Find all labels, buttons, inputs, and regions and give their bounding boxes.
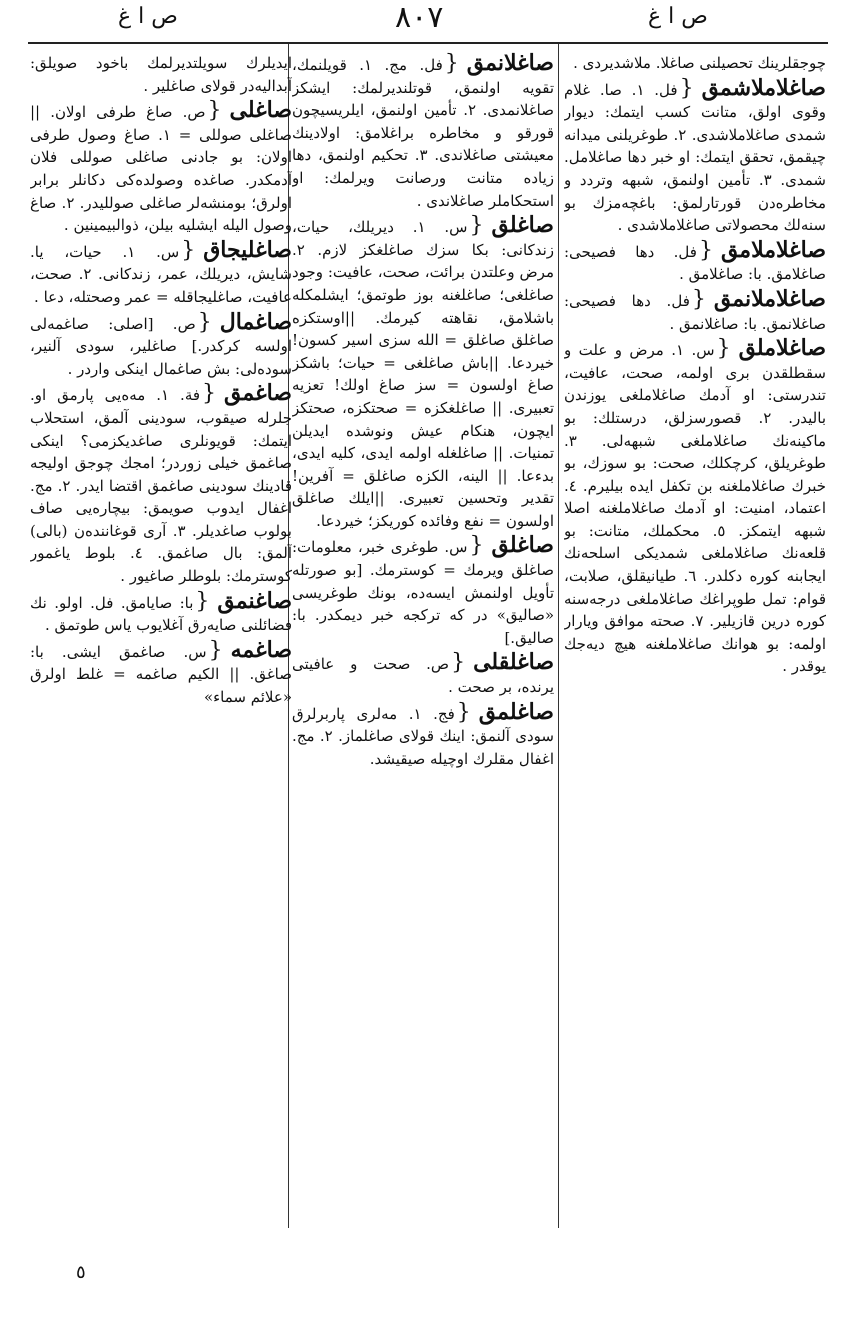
dictionary-entry — [292, 52, 554, 212]
dictionary-entry — [564, 337, 826, 678]
dictionary-entry — [564, 285, 826, 335]
page-header — [0, 0, 850, 40]
entry-definition: فة. ١. مه‌ه‌يى پارمق او. جلرله صيقوب، سودينى آلمق، استحلاب ايتمك: قويونلرى صاغديكزمى؟ اينكى صاغمق خيلى زوردر؛ امجك چوجق اوليجه قادينك سودينى صاغمق اقتضا ايدر. ٢. مج. اغفال ايدوب صويمق: بيچاره‌يى صاف بولوب صاغديلر. ٣. آرى قوغاننده‌ن (بالى) آلمق: بال صاغمق. ٤. بلوط ياغمور كوسترمك: بلوطلر صاغيور . — [30, 386, 292, 586]
brace-icon: { — [197, 309, 212, 335]
brace-icon: { — [195, 588, 210, 614]
dictionary-entry — [30, 587, 292, 637]
entry-definition: ص. [اصلى: صاغمه‌لى اولسه كركدر.] صاغلير، سودى آلنير، سوده‌لى: بش صاغمال اينكى واردر . — [30, 314, 292, 378]
dictionary-entry — [30, 236, 292, 309]
entry-headword: صاغمق — [224, 380, 292, 407]
brace-icon: { — [444, 52, 459, 76]
brace-icon: { — [691, 286, 706, 312]
brace-icon: { — [698, 237, 713, 263]
running-head-left: ص ا غ — [118, 4, 178, 29]
entry-headword: صاغليجاق — [203, 236, 292, 263]
entry-headword: صاغلاملامق — [720, 236, 826, 263]
entry-headword: صاغلقلى — [473, 649, 554, 676]
entry-headword: صاغمال — [219, 308, 292, 335]
signature-mark: ٥ — [76, 1262, 86, 1283]
entry-headword: صاغلى — [229, 97, 292, 124]
dictionary-entry — [30, 382, 292, 587]
brace-icon: { — [202, 381, 217, 407]
entry-definition: چوجقلرينك تحصيلنى صاغلا. ملاشديردى . — [573, 54, 826, 72]
brace-icon: { — [181, 237, 196, 263]
entry-headword: صاغلاملانمق — [713, 285, 826, 312]
entry-headword: صاغلق — [491, 212, 554, 239]
dictionary-entry — [292, 698, 554, 771]
entry-definition: ص. صحت و عافيتى يرنده، بر صحت . — [292, 655, 554, 697]
entry-definition: س. ١. ديريلك، حيات، زندكانى: بكا سزك صاغلغكز لازم. ٢. مرض وعلتدن برائت، صحت، عافيت: وجود صاغلغى؛ صاغلغنه بوز طوتمق؛ ايشلمكله باشلامق، نقاهته كيرمك. ||اوستكزه صاغلق صاغلق = الله سزى اسير كسون! خيردعا. ||باش صاغلغى = حيات؛ باشكز صاغ اولسون = سز صاغ اولك! تعزيه تعبيرى. || صاغلغكزه = صحتكزه، صحتكز ايچون، هنكام عيش ونوشده ايديلن تمنيات. || صاغلغله اولمه ايدى، كليه ايدى، بدءعا. || الينه، الكزه صاغلق = آفرين! تقدير وتحسين تعبيرى. ||ايلك صاغلق اولسون = نفع وفائده كوريكز؛ خيردعا. — [292, 218, 554, 530]
entry-definition: فل. ١. صا. غلام وقوى اولق، متانت كسب ايتمك: ديوار شمدى صاغلاملاشدى. ٢. طوغريلنى ميدانه چيقمق، تحقق ايتمك: او خبر دها صاغلامل. شمدى. ٣. تأمين اولنمق، شبهه وتردد و مخاطره‌دن قورتارلمق: باغچه‌مزك بو سنه‌لك محصولاتى صاغلاملاشدى . — [564, 80, 826, 235]
dictionary-entry — [292, 214, 554, 532]
page-number: ٨٠٧ — [395, 0, 444, 35]
brace-icon: { — [207, 98, 222, 124]
column-left — [30, 52, 292, 1232]
entry-definition: س. ١. حيات، يا. شايش، ديريلك، عمر، زندكانى. ٢. صحت، عافيت، صاغليجاقله = عمر وصحتله، دعا . — [30, 242, 292, 306]
dictionary-entry — [30, 99, 292, 237]
brace-icon: { — [208, 637, 223, 663]
entry-headword: صاغلانمق — [466, 52, 554, 76]
entry-definition: ص. صاغ طرفى اولان. ||صاغلى صوللى = ١. صاغ وصول طرفى اولان: بو جادنى صاغلى صوللى فلان آدمكدر. صاغده وصولده‌كى دكانلر برابر اولرق؛ بومنشه‌لر صاغلى صولليدر. ٢. صاغ وصول اليله ايشليه بيلن، ذوالبيمينين . — [30, 103, 292, 235]
entry-definition: س. طوغرى خبر، معلومات: صاغلق ويرمك = كوسترمك. [بو صورتله تأويل اولنمش ايسه‌ده، بونك طوغريسى «صاليق» در كه تركجه خبر ديمكدر. با: صاليق.] — [292, 538, 554, 647]
entry-headword: صاغمه — [230, 636, 292, 663]
header-rule — [28, 42, 828, 44]
entry-headword: صاغلق — [491, 532, 554, 559]
brace-icon: { — [456, 699, 471, 725]
brace-icon: { — [469, 213, 484, 239]
dictionary-entry — [30, 636, 292, 709]
entry-definition: فج. ١. مه‌لرى پاربرلرق سودى آلنمق: اينك قولاى صاغلماز. ٢. مج. اغفال مقلرك اوچيله صيقيشد. — [292, 704, 554, 768]
column-divider-right — [558, 44, 559, 1228]
entry-headword: صاغلمق — [478, 698, 554, 725]
dictionary-entry — [30, 52, 292, 97]
brace-icon: { — [679, 75, 694, 101]
column-right — [564, 52, 826, 1232]
brace-icon: { — [469, 533, 484, 559]
entry-definition: س. صاغمق ايشى. با: صاغق. || الكيم صاغمه = غلط اولرق «علائم سماء» — [30, 642, 292, 707]
dictionary-entry — [564, 236, 826, 286]
entry-headword: صاغلاملق — [738, 335, 826, 362]
dictionary-entry — [292, 534, 554, 649]
column-middle — [292, 52, 554, 1232]
entry-headword: صاغنمق — [217, 587, 292, 614]
dictionary-entry — [30, 308, 292, 381]
entry-definition: فل. دها فصيحى: صاغلانمق. با: صاغلانمق . — [564, 291, 826, 333]
entry-definition: س. ١. مرض و علت و سقطلقدن برى اولمه، صحت، عافيت، تندرستى: او آدمك صاغلاملغى يوزندن باليدر. ٢. قصورسزلق، درستلك: بو ماكينه‌نك صاغلاملغى شبهه‌لى. ٣. طوغريلق، كرچكلك، صحت: بو سوزك، بو خبرك صاغلاملغنه بن تكفل ايده بيليرم. ٤. اعتماد، امنيت: او آدمك صاغلاملغنه اصلا شبهه ايتمكز. ٥. محكملك، متانت: بو قلعه‌نك صاغلاملغى شمديكى اسلحه‌نك ايجابنه كوره دكلدر. ٦. طيانيقلق، صلابت، قوام: تمل طوپراغك صاغلاملغى درجه‌سنه كوره درين قازيلير. ٧. صحته موافق ويارار اولمه: بو هوانك صاغلاملغنه هيچ ديه‌جك يوقدر . — [564, 341, 826, 676]
brace-icon: { — [716, 336, 731, 362]
dictionary-entry — [292, 651, 554, 698]
entry-headword: صاغلاملاشمق — [701, 74, 826, 101]
running-head-right: ص ا غ — [648, 4, 708, 29]
dictionary-entry — [564, 74, 826, 237]
entry-definition: فل. دها فصيحى: صاغلامق. با: صاغلامق . — [564, 242, 826, 284]
entry-definition: با: صايامق. فل. اولو. نك فضائلنى صايه‌رق آغلايوب ياس طوتمق . — [30, 593, 292, 635]
brace-icon: { — [451, 650, 466, 676]
entry-definition: فل. مج. ١. قويلنمك، تقويه اولنمق، قوتلنديرلمك: ايشكز صاغلانمدى. ٢. تأمين اولنمق، ايلريسيچون قورقو و مخاطره براغلامق: اولادينك معيشتى صاغلاندى. ٣. تحكيم اولنمق، دها زياده متانت ورصانت ويرلمك: او استحكاملر صاغلاندى . — [292, 56, 554, 210]
entry-definition: ايديلرك سويلتديرلمك باخود صويلق: آبداليه‌در قولاى صاغلير . — [30, 54, 292, 95]
dictionary-entry — [564, 52, 826, 75]
